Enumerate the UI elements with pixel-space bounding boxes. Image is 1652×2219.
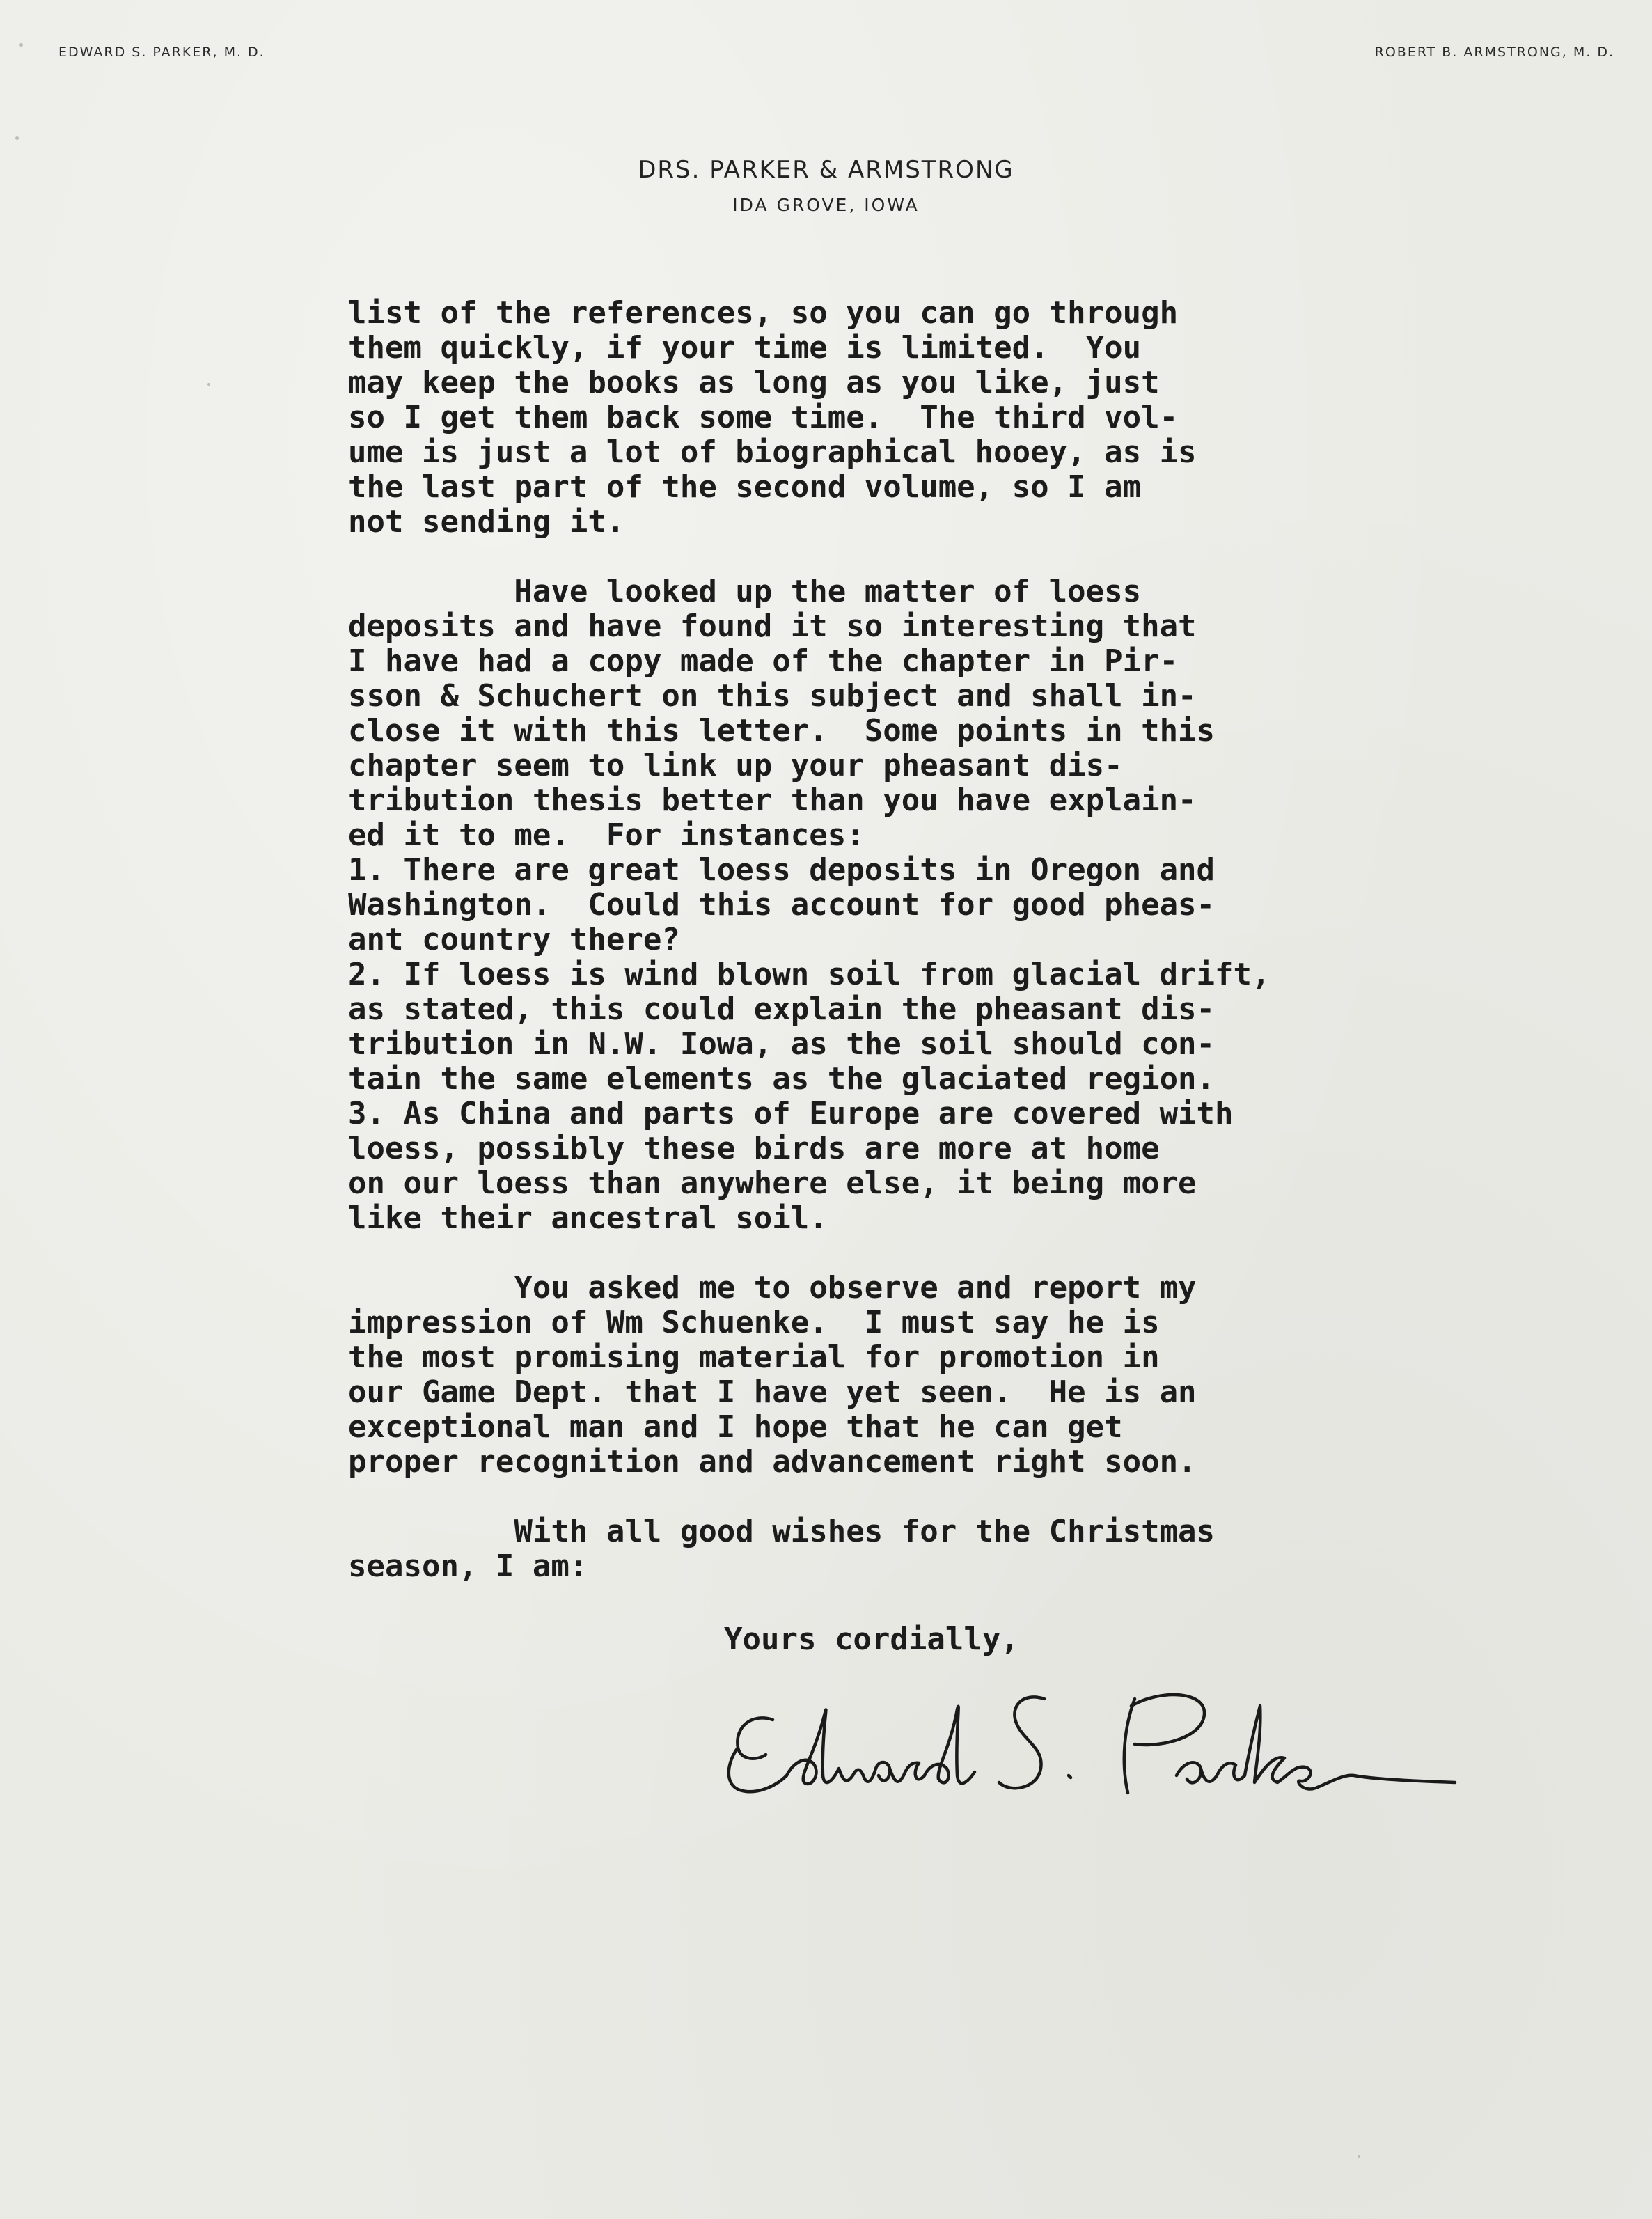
body-line: not sending it. (348, 504, 625, 540)
body-line: You asked me to observe and report my (348, 1270, 1197, 1305)
body-line: With all good wishes for the Christmas (348, 1514, 1216, 1549)
body-line: ume is just a lot of biographical hooey, as is (348, 434, 1197, 470)
body-line: the last part of the second volume, so I am (348, 469, 1142, 505)
handwritten-signature (717, 1671, 1469, 1817)
paper-speck (15, 136, 19, 140)
paragraph-loess (348, 574, 1406, 1236)
body-line: proper recognition and advancement right soon. (348, 1444, 1197, 1480)
body-line: the most promising material for promotion in (348, 1340, 1160, 1375)
body-line: list of the references, so you can go through (348, 295, 1179, 331)
body-line: like their ancestral soil. (348, 1200, 828, 1236)
body-line: may keep the books as long as you like, just (348, 365, 1160, 400)
body-line: chapter seem to link up your pheasant dis- (348, 748, 1123, 783)
body-line: tribution thesis better than you have explain- (348, 783, 1197, 818)
paragraph-wishes (348, 1514, 1406, 1584)
paper-speck (19, 43, 23, 47)
letterhead-right-physician: ROBERT B. ARMSTRONG, M. D. (1374, 45, 1614, 60)
body-line: as stated, this could explain the pheasant dis- (348, 991, 1216, 1027)
body-line: our Game Dept. that I have yet seen. He is an (348, 1374, 1197, 1410)
body-line: tain the same elements as the glaciated region. (348, 1061, 1216, 1097)
body-line: so I get them back some time. The third vol- (348, 400, 1179, 435)
body-line: ant country there? (348, 922, 680, 957)
paper-speck (1358, 2155, 1360, 2158)
body-line: I have had a copy made of the chapter in Pir- (348, 643, 1179, 679)
body-line: close it with this letter. Some points in this (348, 713, 1216, 748)
body-line: season, I am: (348, 1548, 588, 1584)
body-line: 3. As China and parts of Europe are covered with (348, 1096, 1234, 1131)
body-line: Washington. Could this account for good pheas- (348, 887, 1216, 923)
body-line: exceptional man and I hope that he can get (348, 1409, 1123, 1445)
body-line: 1. There are great loess deposits in Oregon and (348, 852, 1216, 888)
letterhead-left-physician: EDWARD S. PARKER, M. D. (58, 45, 265, 60)
body-line: loess, possibly these birds are more at home (348, 1131, 1160, 1166)
body-line: tribution in N.W. Iowa, as the soil should con- (348, 1026, 1216, 1062)
body-line: on our loess than anywhere else, it being more (348, 1166, 1197, 1201)
letterhead-firm-name: DRS. PARKER & ARMSTRONG (638, 156, 1014, 184)
complimentary-close: Yours cordially, (724, 1622, 1019, 1657)
paper-speck (207, 383, 210, 386)
body-line: impression of Wm Schuenke. I must say he is (348, 1305, 1160, 1340)
paragraph-schuenke (348, 1271, 1406, 1480)
body-line: sson & Schuchert on this subject and shall in- (348, 678, 1197, 714)
body-line: them quickly, if your time is limited. You (348, 330, 1142, 366)
body-line: ed it to me. For instances: (348, 817, 865, 853)
letterhead-location: IDA GROVE, IOWA (732, 195, 920, 215)
body-line: Have looked up the matter of loess (348, 574, 1142, 609)
body-line: deposits and have found it so interesting that (348, 609, 1197, 644)
letter-body (348, 296, 1406, 1619)
paragraph-references (348, 296, 1406, 540)
body-line: 2. If loess is wind blown soil from glacial drift, (348, 957, 1271, 992)
